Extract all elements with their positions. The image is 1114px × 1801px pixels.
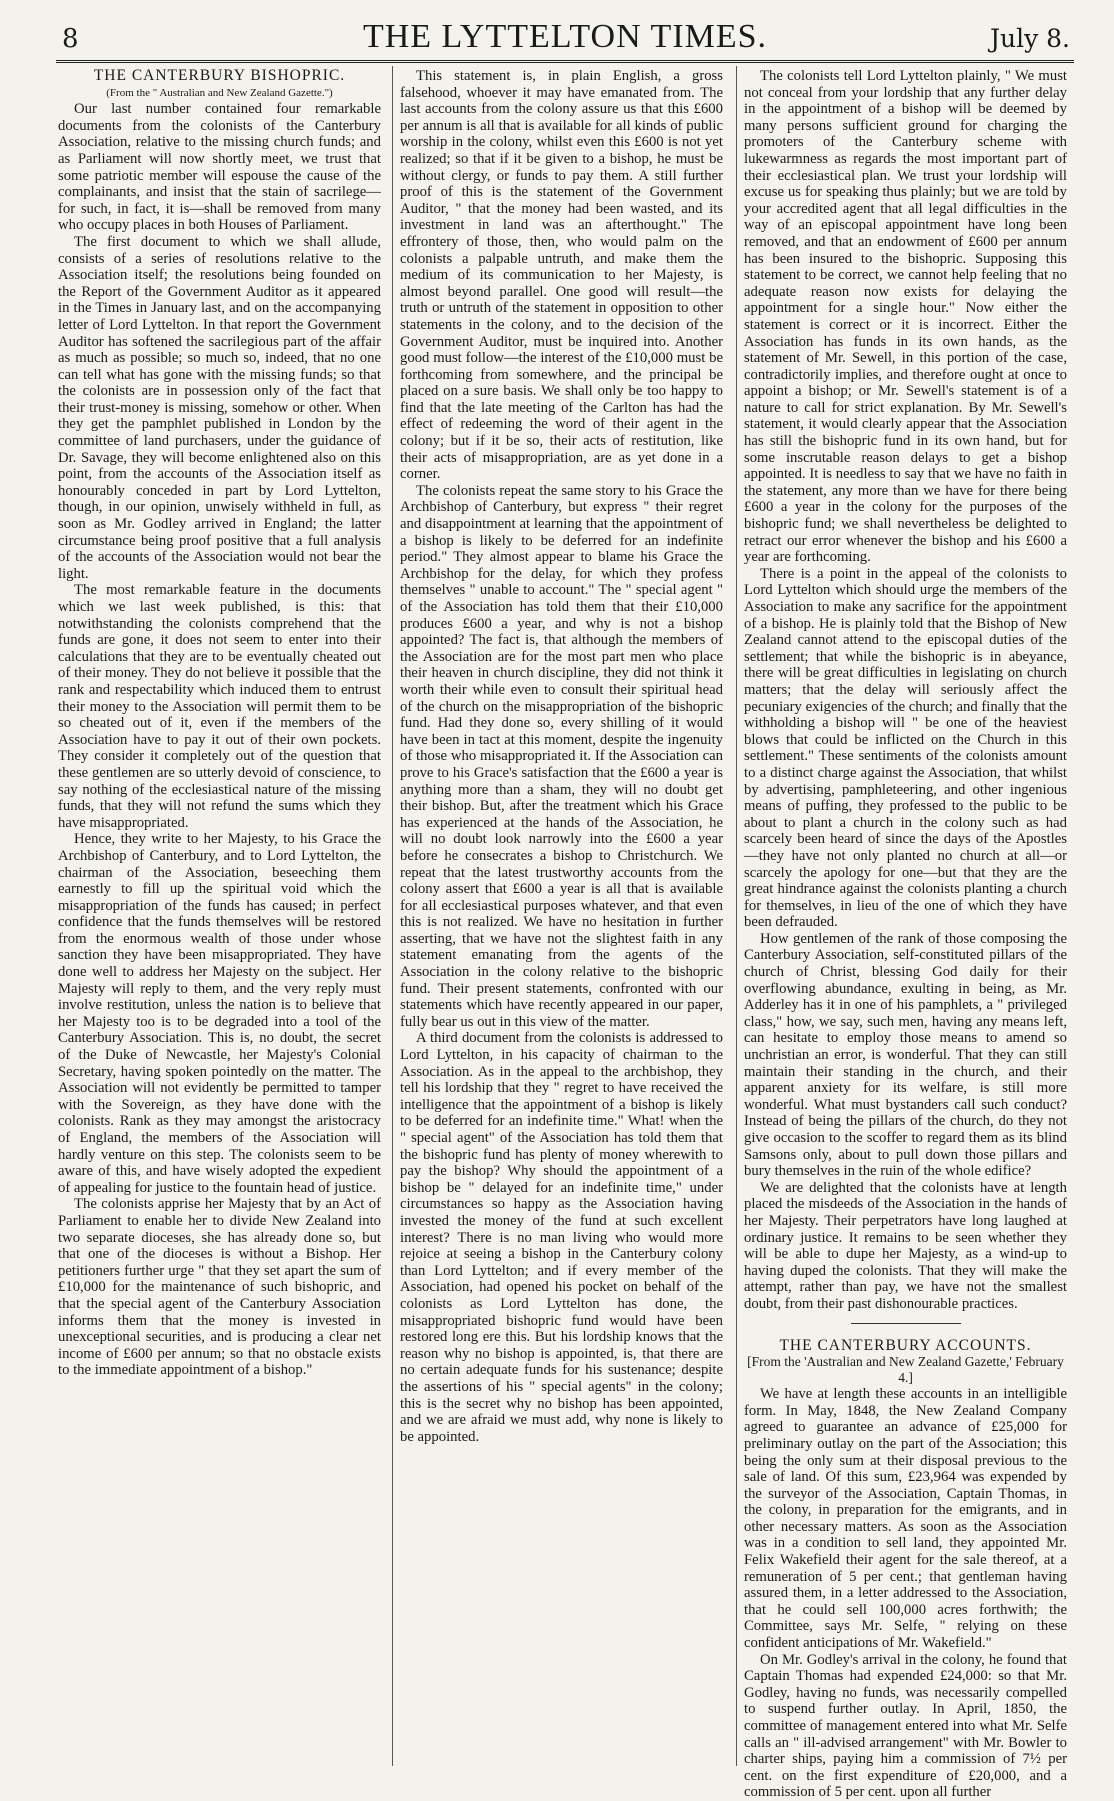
column-2 (400, 68, 723, 1445)
article-separator (851, 1323, 961, 1324)
paragraph: This statement is, in plain English, a gross falsehood, whoever it may have emanated from. The last accounts from the colony assure us that this £600 per annum is all that is available for all kinds of public worship in the colony, whilst even this £600 is not yet realized; so that if it be given to a bishop, he must be without clergy, or funds to pay them. A still further proof of this is the statement of the Government Auditor, " that the money had been wasted, and its investment in land was an afterthought." The effrontery of those, then, who would palm on the colonists a palpable untruth, and make them the medium of its communication to her Majesty, is almost beyond parallel. One good will result—the truth or untruth of the statement in opposition to other statements in the colony, and to the decision of the Government Auditor, must be inquired into. Another good must follow—the interest of the £10,000 must be forthcoming from somewhere, and the principal be placed on a sure basis. We shall only be too happy to find that the late meeting of the Carlton has had the effect of redeeming the word of their agent in the colony; but if it be so, their acts of restitution, like their acts of misappropriation, are as yet done in a corner. (400, 68, 723, 483)
paragraph: On Mr. Godley's arrival in the colony, he found that Captain Thomas had expended £24,000: so that Mr. Godley, having no funds, was necessarily compelled to suspend further outlay. In April, 1850, the committee of management entered into what Mr. Selfe calls an " ill-advised arrangement" with Mr. Bowler to charter ships, paying him a commission of 7½ per cent. on the first expenditure of £20,000, and a commission of 5 per cent. upon all further (744, 1651, 1067, 1801)
paragraph: The colonists repeat the same story to his Grace the Archbishop of Canterbury, but express " their regret and disappointment at learning that the appointment of a bishop is likely to be deferred for an indefinite period." They almost appear to blame his Grace the Archbishop for the delay, for which they profess themselves " unable to account." The " special agent " of the Association has told them that their £10,000 produces £600 a year, and why is not a bishop appointed? The fact is, that although the members of the Association are for the most part men who place their heaven in church discipline, they did not think it worth their while even to consult their spiritual head of the church on the misappropriation of the bishopric fund. Had they done so, every shilling of it would have been in tact at this moment, despite the ingenuity of those who misappropriated it. If the Association can prove to his Grace's satisfaction that the £600 a year is anything more than a sham, they will no doubt get their bishop. But, after the treatment which his Grace has experienced at the hands of the Association, he will no doubt look narrowly into the £600 a year before he consecrates a bishop to Christchurch. We repeat that the latest trustworthy accounts from the colony assert that £600 a year is all that is available for all ecclesiastical purposes whatever, and that even this is not realized. We have no hesitation in further asserting, that we have not the slightest faith in any statement emanating from the agents of the Association in the colony relative to the bishopric fund. Their present statements, confronted with our statements which have recently appeared in our paper, fully bear us out in this view of the matter. (400, 482, 723, 1030)
paragraph: There is a point in the appeal of the colonists to Lord Lyttelton which should urge the members of the Association to make any sacrifice for the appointment of a bishop. He is plainly told that the Bishop of New Zealand cannot attend to the episcopal duties of the settlement; that while the bishopric is in abeyance, there will be great difficulties in legislating on church matters; that the delay will seriously affect the pecuniary exigencies of the church; and finally that the withholding a bishop will " be one of the heaviest blows that could be inflicted on the Church in this settlement." These sentiments of the colonists amount to a distinct charge against the Association, that whilst by advertising, pamphleteering, and other ingenious means of puffing, they professed to the public to be about to plant a church in the colony such as had scarcely been heard of since the days of the Apostles—they have not only planted no church at all—or scarcely the apology for one—but that they are the great hindrance against the colonists planting a church for themselves, in lieu of the one of which they have been defrauded. (744, 565, 1067, 931)
paragraph: The first document to which we shall allude, consists of a series of resolutions relative to the Association itself; the resolutions being founded on the Report of the Government Auditor as it appeared in the Times in January last, and on the accompanying letter of Lord Lyttelton. In that report the Government Auditor has softened the sacrilegious part of the affair as much as possible; so much so, indeed, that no one can tell what has gone with the missing funds; so that the colonists are in possession only of the fact that their trust-money is missing, somehow or other. When they get the pamphlet published in London by the committee of land purchasers, under the guidance of Dr. Savage, they will become enlightened also on this point, from the accounts of the Association itself as honourably conceded in part by Lord Lyttelton, though, in our opinion, unwisely withheld in full, as soon as Mr. Godley arrived in England; the latter circumstance being proof positive that a full analysis of the accounts of the Association would not bear the light. (58, 233, 381, 582)
paragraph: The colonists apprise her Majesty that by an Act of Parliament to enable her to divide New Zealand into two separate dioceses, she has already done so, but that one of the dioceses is without a Bishop. Her petitioners further urge " that they set apart the sum of £10,000 for the maintenance of such bishopric, and that the special agent of the Canterbury Association informs them that the money is invested in unexceptional securities, and is producing a clear net income of £600 per annum; so that no obstacle exists to the immediate appointment of a bishop." (58, 1196, 381, 1379)
paragraph: The most remarkable feature in the documents which we last week published, is this: that notwithstanding the colonists comprehend that the funds are gone, it does not seem to enter into their calculations that they are to be eventually cheated out of their money. They do not believe it possible that the rank and respectability which induced them to entrust their money to the Association will permit them to be so cheated out of it, even if the members of the Association have to pay it out of their own pockets. They consider it completely out of the question that these gentlemen are so utterly devoid of conscience, to say nothing of the ecclesiastical nature of the missing funds, that they will not refund the sums which they have misappropriated. (58, 582, 381, 831)
masthead-rule (56, 60, 1074, 66)
article-heading: THE CANTERBURY BISHOPRIC. (93, 67, 346, 84)
article-source: (From the " Australian and New Zealand Gazette.") (106, 86, 333, 99)
column-divider (736, 66, 737, 1766)
paragraph: We have at length these accounts in an intelligible form. In May, 1848, the New Zealand Company agreed to guarantee an advance of £25,000 for preliminary outlay on the part of the Association; this being the only sum at their disposal previous to the sale of land. Of this sum, £23,964 was expended by the surveyor of the Association, Captain Thomas, in the colony, in preparation for the emigrants, and in other necessary matters. As soon as the Association was in a condition to sell land, they appointed Mr. Felix Wakefield their agent for the sale thereof, at a remuneration of 5 per cent.; that gentleman having assured them, in a letter addressed to the Association, that he could sell 100,000 acres forthwith; the Committee, says Mr. Selfe, " relying on these confident anticipations of Mr. Wakefield." (744, 1386, 1067, 1652)
newspaper-title: THE LYTTELTON TIMES. (362, 18, 768, 55)
masthead (56, 18, 1074, 58)
paragraph: How gentlemen of the rank of those composing the Canterbury Association, self-constituted pillars of the church of Christ, blessing God daily for their overflowing abundance, exulting in being, as Mr. Adderley has it in one of his pamphlets, a " privileged class," how, we say, such men, having any means left, can hesitate to employ those means to amend so unchristian an error, is wonderful. That they can still maintain their standing in the church, and their apparent anxiety for its welfare, is still more wonderful. What must bystanders call such conduct? Instead of being the pillars of the church, do they not give occasion to the scoffer to regard them as its blind Samsons only, about to pull down those pillars and bury themselves in the ruin of the whole edifice? (744, 930, 1067, 1180)
paragraph: We are delighted that the colonists have at length placed the misdeeds of the Association in the hands of her Majesty. Their perpetrators have long laughed at ordinary justice. It remains to be seen whether they will be able to dupe her Majesty, as a wind-up to having duped the colonists. That they will make the attempt, rather than pay, we have not the smallest doubt, from their past dishonourable practices. (744, 1179, 1067, 1312)
column-1 (58, 68, 381, 1379)
column-3 (744, 68, 1067, 1801)
paragraph: A third document from the colonists is addressed to Lord Lyttelton, in his capacity of chairman to the Association. As in the appeal to the archbishop, they tell his lordship that they " regret to have received the intelligence that the appointment of a bishop is likely to be deferred for an indefinite time." What! when the " special agent" of the Association has told them that the bishopric fund has plenty of money wherewith to pay the bishop? Why should the appointment of a bishop be " delayed for an indefinite time," under circumstances so happy as the Association having invested the money of the fund at such excellent interest? There is no man living who would more rejoice at seeing a bishop in the Canterbury colony than Lord Lyttelton; and if every member of the Association, had opened his pocket on behalf of the colonists as Lord Lyttelton has done, the misappropriated bishopric fund would have been restored long ere this. But his lordship knows that the reason why no bishop is appointed, is, that there are no certain adequate funds for his sustenance; despite the assertions of his " special agents" in the colony; this is the secret why no bishop has been appointed, and we are afraid we must add, why none is likely to be appointed. (400, 1030, 723, 1445)
article-heading: THE CANTERBURY ACCOUNTS. (779, 1336, 1032, 1354)
paragraph: Hence, they write to her Majesty, to his Grace the Archbishop of Canterbury, and to Lord Lyttelton, the chairman of the Association, beseeching them earnestly to fill up the spiritual void which the misappropriation of the funds has caused; in perfect confidence that the funds themselves will be restored from the enormous wealth of those under whose sanction they have been misappropriated. They have done well to address her Majesty on the subject. Her Majesty will reply to them, and the very reply must involve restitution, unless the nation is to believe that her Majesty too is to be degraded into a tool of the Canterbury Association. This is, no doubt, the secret of the Duke of Newcastle, her Majesty's Colonial Secretary, having spoken pointedly on the matter. The Association will not evidently be permitted to tamper with the Sovereign, as they have done with the colonists. Rank as they may amongst the aristocracy of England, the members of the Association will hardly venture on this step. The colonists seem to be aware of this, and have wisely adopted the expedient of appealing for justice to the fountain head of justice. (58, 831, 381, 1196)
article-source: [From the 'Australian and New Zealand Gazette,' February 4.] (747, 1354, 1064, 1386)
issue-date: July 8. (989, 24, 1070, 53)
page-number: 8 (62, 24, 79, 54)
paragraph: The colonists tell Lord Lyttelton plainly, " We must not conceal from your lordship that any further delay in the appointment of a bishop will be deemed by many persons sufficient ground for charging the promoters of the Canterbury scheme with lukewarmness as regards the most important part of their ecclesiastical plan. We trust your lordship will excuse us for speaking thus plainly; but we are told by your accredited agent that all legal difficulties in the way of an episcopal appointment have long been removed, and that an endowment of £600 per annum has been insured to the bishopric. Supposing this statement to be correct, we cannot help feeling that no adequate reason now exists for delaying the appointment for a single hour." Now either the statement is correct or it is incorrect. Either the Association has funds in its own hands, as the statement of Mr. Sewell, in this portion of the case, contradictorily implies, and therefore ought at once to appoint a bishop; or Mr. Sewell's statement is of a nature to call for strict explanation. By Mr. Sewell's statement, it would clearly appear that the Association has still the bishopric fund in its own hand, but for some inscrutable reason delays to get a bishop appointed. It is needless to say that we have no faith in the statement, any more than we have for there being £600 a year in the colony for the purposes of the bishopric fund; we shall nevertheless be delighted to retract our error whenever the bishop and his £600 a year are forthcoming. (744, 68, 1067, 566)
paragraph: Our last number contained four remarkable documents from the colonists of the Canterbury Association, relative to the missing church funds; and as Parliament will now shortly meet, we trust that some patriotic member will espouse the cause of the complainants, and insist that the stain of sacrilege—for such, in fact, it is—shall be removed from many who occupy places in both Houses of Parliament. (58, 101, 381, 234)
column-divider (392, 66, 393, 1766)
